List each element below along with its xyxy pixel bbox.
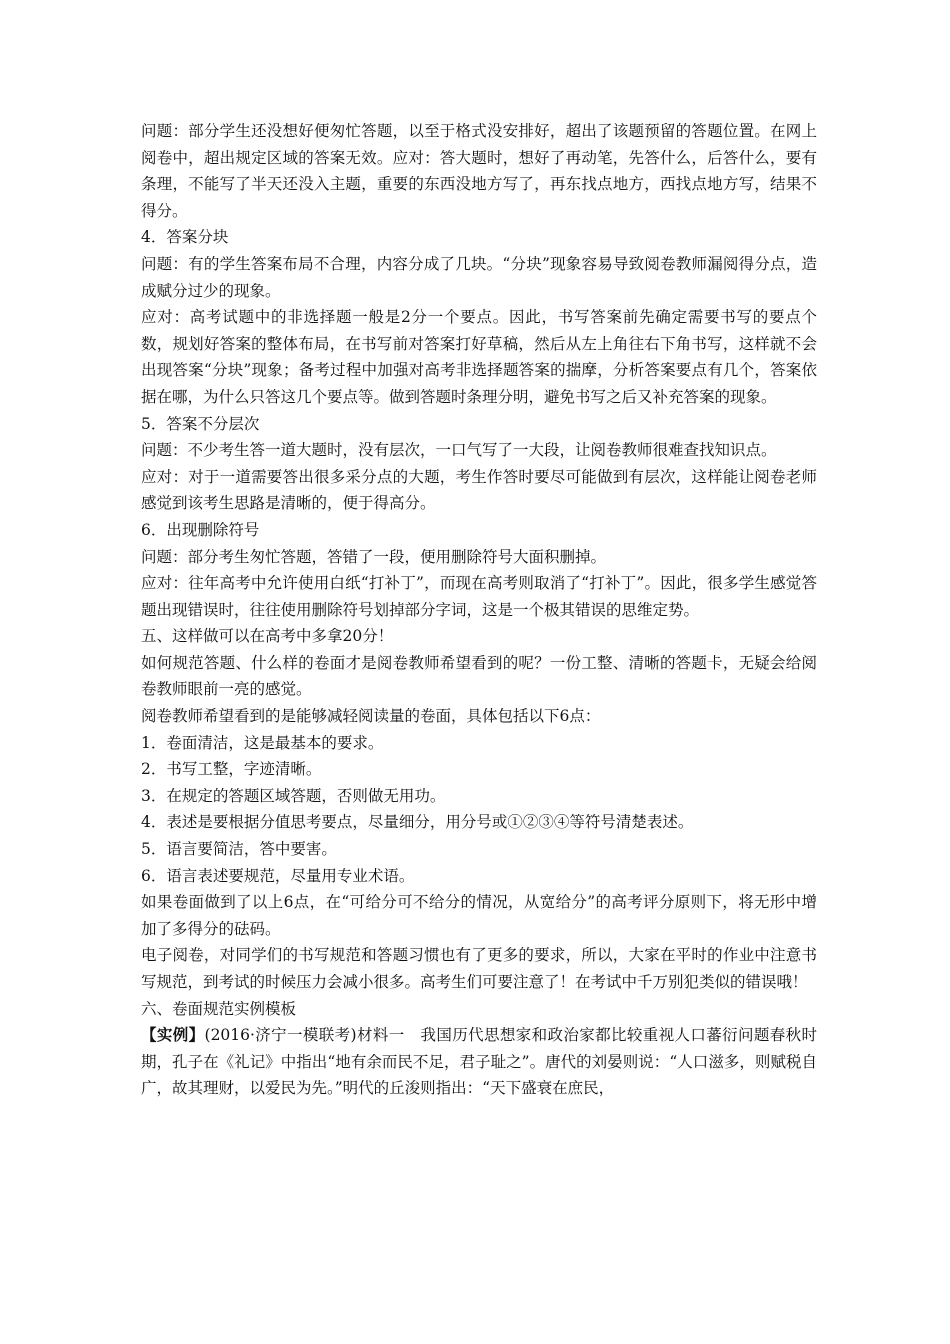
paragraph-conclusion: 如果卷面做到了以上6点，在“可给分可不给分的情况，从宽给分”的高考评分原则下，将无形中增加了多得分的砝码。 [141,893,817,938]
paragraph-problem-format: 问题：部分学生还没想好便匆忙答题，以至于格式没安排好，超出了该题预留的答题位置。在网上阅卷中，超出规定区域的答案无效。应对：答大题时，想好了再动笔，先答什么，后答什么，要有条理，不能写了半天还没入主题，重要的东西没地方写了，再东找点地方，西找点地方写，结果不得分。 [141,122,817,220]
document-page [141,118,817,1102]
paragraph-problem-deletion: 问题：部分考生匆忙答题，答错了一段，便用删除符号大面积删掉。 [141,547,607,566]
list-item-1: 1．卷面清洁，这是最基本的要求。 [141,733,384,752]
list-item-6: 6．语言表述要规范，尽量用专业术语。 [141,866,415,885]
list-item-4: 4．表述是要根据分值思考要点，尽量细分，用分号或①②③④等符号清楚表述。 [141,813,694,832]
paragraph-six-points-intro: 阅卷教师希望看到的是能够减轻阅读量的卷面，具体包括以下6点： [141,707,601,726]
example-text: (2016·济宁一模联考)材料一 我国历代思想家和政治家都比较重视人口蕃衍问题春秋时期，孔子在《礼记》中指出“地有余而民不足，君子耻之”。唐代的刘晏则说：“人口滋多，则赋税自广，故其理财，以爱民为先。”明代的丘浚则指出：“天下盛衰在庶民， [141,1026,817,1098]
heading-no-levels: 5．答案不分层次 [141,414,260,433]
paragraph-problem-levels: 问题：不少考生答一道大题时，没有层次，一口气写了一大段，让阅卷教师很难查找知识点。 [141,441,777,460]
heading-deletion-marks: 6．出现删除符号 [141,520,260,539]
heading-answer-blocks: 4．答案分块 [141,228,229,247]
section-heading-six: 六、卷面规范实例模板 [141,999,297,1018]
paragraph-problem-blocks: 问题：有的学生答案布局不合理，内容分成了几块。“分块”现象容易导致阅卷教师漏阅得分点，造成赋分过少的现象。 [141,254,817,300]
list-item-5: 5．语言要简洁，答中要害。 [141,840,337,859]
paragraph-electronic-grading: 电子阅卷，对同学们的书写规范和答题习惯也有了更多的要求，所以，大家在平时的作业中注意书写规范，到考试的时候压力会减小很多。高考生们可要注意了！在考试中千万别犯类似的错误哦！ [141,946,817,991]
list-item-3: 3．在规定的答题区域答题，否则做无用功。 [141,786,446,805]
paragraph-response-deletion: 应对：往年高考中允许使用白纸“打补丁”，而现在高考则取消了“打补丁”。因此，很多学生感觉答题出现错误时，往往使用删除符号划掉部分字词，这是一个极其错误的思维定势。 [141,574,817,619]
example-paragraph [141,1022,817,1102]
example-label: 【实例】 [141,1025,205,1045]
paragraph-response-blocks: 应对：高考试题中的非选择题一般是2分一个要点。因此，书写答案前先确定需要书写的要点个数，规划好答案的整体布局，在书写前对答案打好草稿，然后从左上角往右下角书写，这样就不会出现答案“分块”现象；备考过程中加强对高考非选择题答案的揣摩，分析答案要点有几个，答案依据在哪，为什么只答这几个要点等。做到答题时条理分明，避免书写之后又补充答案的现象。 [141,308,817,406]
section-heading-five: 五、这样做可以在高考中多拿20分！ [141,627,394,646]
paragraph-response-levels: 应对：对于一道需要答出很多采分点的大题，考生作答时要尽可能做到有层次，这样能让阅卷老师感觉到该考生思路是清晰的，便于得高分。 [141,467,817,513]
paragraph-how-to-answer: 如何规范答题、什么样的卷面才是阅卷教师希望看到的呢？一份工整、清晰的答题卡，无疑会给阅卷教师眼前一亮的感觉。 [141,653,817,699]
list-item-2: 2．书写工整，字迹清晰。 [141,760,322,779]
